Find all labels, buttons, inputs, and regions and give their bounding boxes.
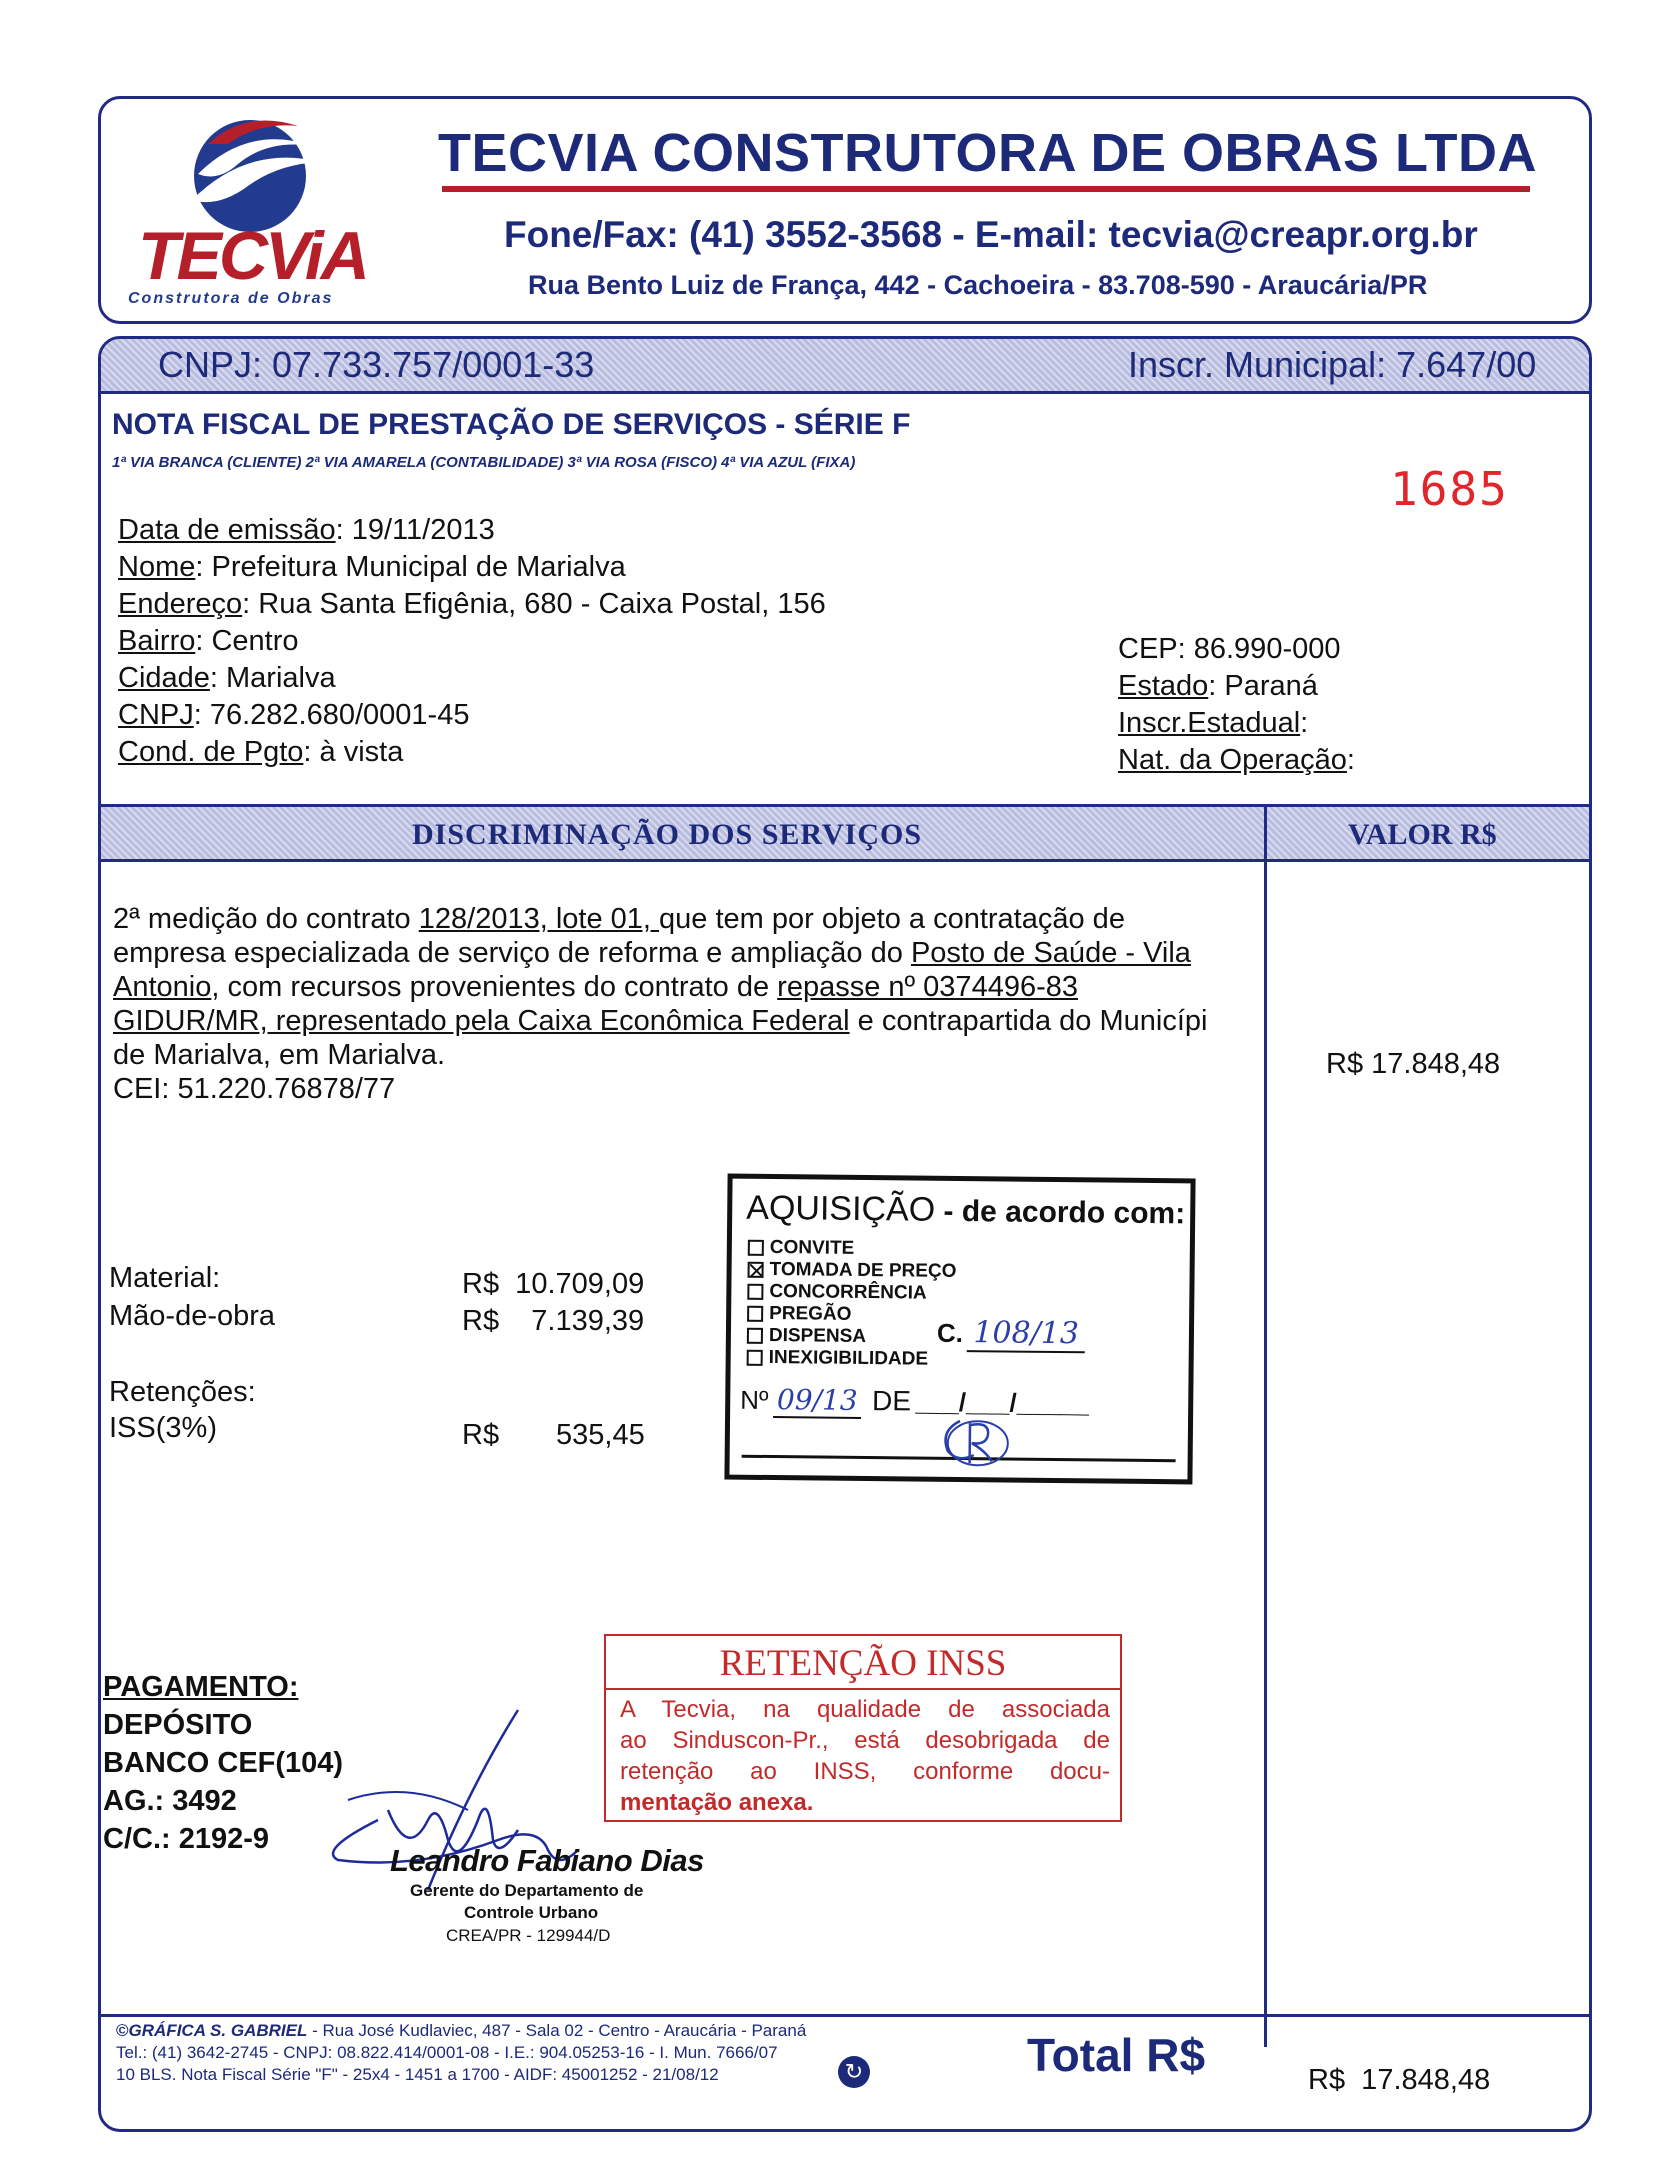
- labor-label: Mão-de-obra: [109, 1300, 276, 1332]
- stamp-option-convite: [748, 1237, 957, 1261]
- field-value: :: [1300, 707, 1309, 739]
- field-city: [118, 660, 826, 697]
- retention-line: A Tecvia, na qualidade de associada: [620, 1696, 1110, 1723]
- stamp-option-inexigibilidade: [747, 1347, 956, 1371]
- iss-label: ISS(3%): [109, 1412, 217, 1444]
- field-name: [118, 549, 826, 586]
- text: e contrapartida do Municípi: [849, 1005, 1208, 1037]
- checkbox-icon: [747, 1306, 763, 1322]
- location-ref: Antonio: [113, 971, 212, 1003]
- field-label: Data de emissão: [118, 514, 336, 546]
- copyright-icon: ©: [116, 2021, 129, 2040]
- invoice-copies: 1ª VIA BRANCA (CLIENTE) 2ª VIA AMARELA (CONTABILIDADE) 3ª VIA ROSA (FISCO) 4ª VIA AZUL (FIXA): [112, 454, 856, 471]
- retention-line: retenção ao INSS, conforme docu-: [620, 1758, 1110, 1785]
- option-label: PREGÃO: [769, 1303, 852, 1325]
- cei-line: CEI: 51.220.76878/77: [113, 1073, 396, 1105]
- field-payment-terms: [118, 734, 826, 771]
- field-value: : Paraná: [1208, 670, 1318, 702]
- field-state: [1118, 668, 1355, 705]
- payment-info: [103, 1668, 343, 1858]
- service-description: [113, 902, 1207, 1106]
- signer-name: Leandro Fabiano Dias: [390, 1843, 704, 1878]
- municipal-registration: Inscr. Municipal: 7.647/00: [1128, 344, 1537, 385]
- printer-line-1: [116, 2020, 806, 2042]
- acquisition-stamp: [724, 1174, 1195, 1485]
- logo-wordmark: TECViA: [138, 218, 367, 294]
- checkbox-icon: [747, 1284, 763, 1300]
- field-operation-nature: [1118, 742, 1355, 779]
- field-address: [118, 586, 826, 623]
- field-value: : 76.282.680/0001-45: [193, 699, 470, 731]
- text: , com recursos provenientes do contrato de: [211, 971, 778, 1003]
- checkbox-icon: [748, 1240, 764, 1256]
- iss-currency: R$: [462, 1419, 500, 1451]
- total-label: Total R$: [1027, 2029, 1206, 2081]
- field-label: Cidade: [118, 662, 210, 694]
- field-cep: CEP: 86.990-000: [1118, 633, 1341, 665]
- printer-info: [116, 2020, 806, 2086]
- field-value: : Rua Santa Efigênia, 680 - Caixa Postal, 156: [242, 588, 826, 620]
- payment-bank: BANCO CEF(104): [103, 1747, 344, 1779]
- logo-subtitle: Construtora de Obras: [128, 290, 334, 307]
- stamp-no-value: 09/13: [773, 1383, 862, 1419]
- payment-method: DEPÓSITO: [103, 1709, 253, 1741]
- field-label: Endereço: [118, 588, 243, 620]
- address-line: Rua Bento Luiz de França, 442 - Cachoeira - 83.708-590 - Araucária/PR: [528, 270, 1428, 300]
- recycle-icon: ↻: [838, 2056, 870, 2088]
- option-label: INEXIGIBILIDADE: [768, 1346, 929, 1370]
- contact-line: Fone/Fax: (41) 3552-3568 - E-mail: tecvia@creapr.org.br: [504, 214, 1478, 255]
- stamp-c-label: C.: [936, 1317, 964, 1349]
- stamp-option-pregao: [747, 1303, 956, 1327]
- services-description-header: DISCRIMINAÇÃO DOS SERVIÇOS: [412, 818, 923, 851]
- retention-line: mentação anexa.: [620, 1789, 814, 1816]
- printer-line-3: 10 BLS. Nota Fiscal Série "F" - 25x4 - 1451 a 1700 - AIDF: 45001252 - 21/08/12: [116, 2065, 719, 2084]
- material-value: R$ 10.709,09: [462, 1268, 645, 1300]
- field-label: Estado: [1118, 670, 1209, 702]
- text: que tem por objeto a contratação de: [659, 903, 1125, 935]
- invoice-number: 1685: [1390, 462, 1509, 516]
- company-logo: [128, 104, 368, 314]
- field-state-registration: [1118, 705, 1355, 742]
- field-issue-date: [118, 512, 826, 549]
- stamp-title-sub: - de acordo com:: [934, 1194, 1186, 1231]
- payment-agency: AG.: 3492: [103, 1785, 237, 1817]
- field-label: Inscr.Estadual: [1118, 707, 1301, 739]
- labor-value: R$ 7.139,39: [462, 1305, 645, 1337]
- printer-line-2: Tel.: (41) 3642-2745 - CNPJ: 08.822.414/0001-08 - I.E.: 904.05253-16 - I. Mun. 7666/07: [116, 2043, 778, 2062]
- checked-checkbox-icon: [748, 1262, 764, 1278]
- field-label: Nome: [118, 551, 196, 583]
- services-value-header: VALOR R$: [1348, 818, 1497, 851]
- field-value: : à vista: [303, 736, 404, 768]
- field-neighborhood: [118, 623, 826, 660]
- stamp-de-label: DE: [871, 1385, 912, 1417]
- field-label: Cond. de Pgto: [118, 736, 304, 768]
- stamp-title-main: AQUISIÇÃO: [746, 1188, 936, 1229]
- field-value: : Centro: [195, 625, 299, 657]
- text: 2ª medição do contrato: [113, 903, 419, 935]
- field-value: :: [1346, 744, 1355, 776]
- agency-ref: GIDUR/MR, representado pela Caixa Econômica Federal: [113, 1005, 850, 1037]
- field-cnpj: [118, 697, 826, 734]
- stamp-title: [746, 1189, 1185, 1233]
- stamp-initials-icon: [930, 1411, 1021, 1472]
- location-ref: Posto de Saúde - Vila: [910, 937, 1191, 969]
- iss-value: 535,45: [556, 1419, 645, 1451]
- contract-ref: 128/2013, lote 01,: [418, 903, 660, 935]
- payment-title: PAGAMENTO:: [103, 1671, 299, 1703]
- retention-inss-box: [604, 1634, 1122, 1822]
- checkbox-icon: [747, 1328, 763, 1344]
- payment-account: C/C.: 2192-9: [103, 1823, 270, 1855]
- company-name-underline: [442, 186, 1530, 192]
- option-label: TOMADA DE PREÇO: [769, 1259, 957, 1282]
- services-column-divider: [1264, 807, 1267, 2047]
- field-value: : Prefeitura Municipal de Marialva: [195, 551, 626, 583]
- field-label: Nat. da Operação: [1118, 744, 1347, 776]
- printer-name: GRÁFICA S. GABRIEL: [128, 2021, 308, 2040]
- company-cnpj: CNPJ: 07.733.757/0001-33: [158, 344, 595, 385]
- text: empresa especializada de serviço de reforma e ampliação do: [113, 937, 911, 969]
- option-label: DISPENSA: [768, 1325, 867, 1348]
- stamp-options: [747, 1237, 957, 1371]
- stamp-no-label: Nº: [740, 1384, 769, 1415]
- printer-address: - Rua José Kudlaviec, 487 - Sala 02 - Centro - Araucária - Paraná: [307, 2021, 807, 2040]
- field-label: Bairro: [118, 625, 196, 657]
- description-line: [113, 970, 1207, 1004]
- footer-top-rule: [101, 2014, 1589, 2017]
- material-label: Material:: [109, 1262, 221, 1294]
- description-line: [113, 936, 1207, 970]
- transfer-ref: repasse nº 0374496-83: [777, 971, 1078, 1003]
- checkbox-icon: [747, 1350, 763, 1366]
- client-info-right: [1118, 631, 1355, 779]
- client-info-left: [118, 512, 826, 771]
- retention-line: ao Sinduscon-Pr., está desobrigada de: [620, 1727, 1110, 1754]
- stamp-option-tomada-de-preco: [747, 1259, 956, 1283]
- retention-title-rule: [606, 1688, 1120, 1690]
- retention-text: [620, 1694, 1110, 1818]
- signer-role-1: Gerente do Departamento de: [410, 1881, 644, 1900]
- option-label: CONCORRÊNCIA: [769, 1281, 927, 1304]
- option-label: CONVITE: [769, 1237, 855, 1259]
- stamp-number-field: [740, 1383, 1089, 1420]
- signer-role-2: Controle Urbano: [464, 1903, 599, 1922]
- field-value: : Marialva: [209, 662, 336, 694]
- company-name: TECVIA CONSTRUTORA DE OBRAS LTDA: [438, 123, 1538, 183]
- stamp-de-value: ___/___/_____: [915, 1386, 1090, 1419]
- retentions-label: Retenções:: [109, 1376, 256, 1408]
- total-value: R$ 17.848,48: [1308, 2064, 1491, 2096]
- stamp-c-value: 108/13: [967, 1315, 1085, 1353]
- stamp-c-field: [937, 1315, 1085, 1352]
- stamp-option-concorrencia: [747, 1281, 956, 1305]
- retention-title: RETENÇÃO INSS: [719, 1643, 1007, 1684]
- description-line: de Marialva, em Marialva.: [113, 1039, 445, 1071]
- description-line: [113, 902, 1207, 936]
- signer-crea: CREA/PR - 129944/D: [446, 1926, 611, 1945]
- invoice-title: NOTA FISCAL DE PRESTAÇÃO DE SERVIÇOS - SÉRIE F: [112, 408, 911, 441]
- stamp-option-dispensa: [747, 1325, 956, 1349]
- field-value: : 19/11/2013: [335, 514, 495, 546]
- service-value: R$ 17.848,48: [1326, 1048, 1501, 1080]
- description-line: [113, 1004, 1207, 1038]
- field-label: CNPJ: [118, 699, 194, 731]
